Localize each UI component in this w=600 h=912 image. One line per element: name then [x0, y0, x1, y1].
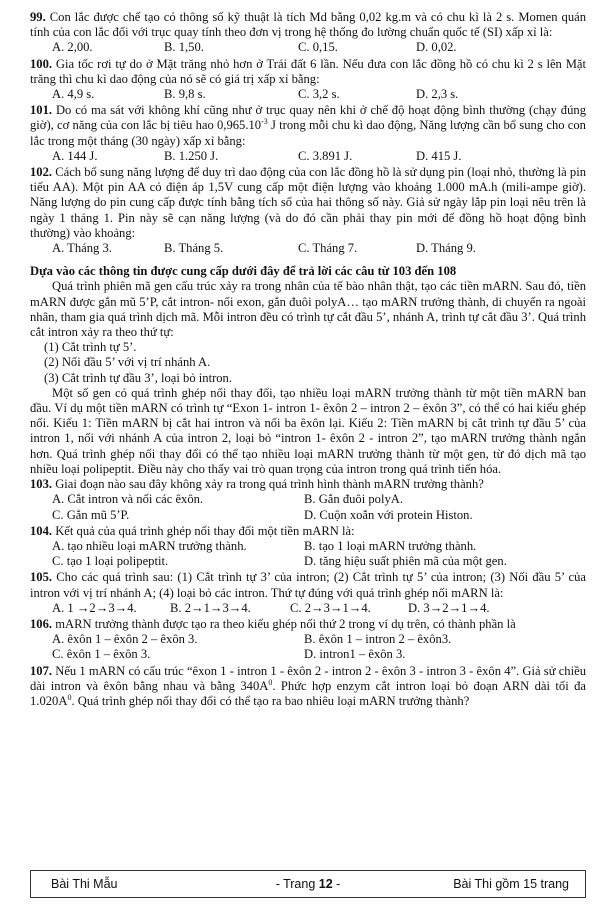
passage-step-3: (3) Cắt trình tự đầu 3’, loại bỏ intron. — [44, 370, 233, 385]
option-d[interactable]: D. 2,3 s. — [416, 87, 459, 102]
page-prefix: - Trang — [275, 877, 319, 891]
question-101-options — [30, 149, 586, 164]
question-text: Cho các quá trình sau: (1) Cắt trình tự 3’ của intron; (2) Cắt trình tự 5’ của intron; (3) Nối đầu 5’ của intron với vị trí nhánh A; (4) loại bỏ các intron. Thứ tự đúng với quá trình ghép nối mARN là: — [30, 570, 587, 600]
question-99 — [30, 10, 586, 56]
option-b[interactable]: B. 1.250 J. — [164, 148, 219, 163]
page-content — [30, 10, 586, 710]
question-number: 102. — [30, 165, 53, 180]
question-104-options — [30, 539, 586, 569]
option-a[interactable]: A. 4,9 s. — [52, 87, 95, 102]
option-d[interactable]: D. tăng hiệu suất phiên mã của một gen. — [304, 554, 507, 569]
question-106-stem — [30, 617, 586, 632]
option-d[interactable]: D. Cuộn xoắn với protein Histon. — [304, 507, 473, 522]
passage-paragraph-1: Quá trình phiên mã gen cấu trúc xảy ra trong nhân của tế bào nhân thật, tạo các tiền mARN. Sau đó, tiền mARN được gắn mũ 5’P, cắt intron- nối exon, gắn đuôi polyA… tạo mARN trưởng thành, di chuyển ra ngoài nhân, tham gia quá trình dịch mã. Mỗi intron đều có trình tự cắt đầu 5’, nhánh A, trình tự cắt đầu 3’. Quá trình cắt intron xảy ra theo thứ tự: — [30, 279, 586, 340]
question-103-options — [30, 492, 586, 522]
question-101 — [30, 103, 586, 164]
question-105 — [30, 570, 586, 616]
question-99-options — [30, 40, 586, 55]
option-c[interactable]: C. 2→3→1→4. — [290, 600, 371, 615]
question-102 — [30, 165, 586, 256]
option-b[interactable]: B. 2→1→3→4. — [170, 600, 251, 615]
passage-title: Dựa vào các thông tin được cung cấp dưới đây để trả lời các câu từ 103 đến 108 — [30, 264, 457, 279]
exponent: -3 — [261, 117, 268, 127]
option-a[interactable]: A. 2,00. — [52, 40, 93, 55]
question-100-stem — [30, 57, 586, 87]
question-text: Cách bổ sung năng lượng để duy trì dao động của con lắc đồng hồ là sử dụng pin (loại nhỏ, thường là pin tiểu AA). Một pin AA có điện áp 1,5V cung cấp một điện lượng vào khoảng 1.000 mA.h (mili-ampe giờ). Năng lượng do pin cung cấp được tính bằng tích số của hai thông số này. Giả sử ngày lắp pin loại nêu trên là ngày 1 tháng 1. Pin này sẽ cạn năng lượng (và do đó cần phải thay pin mới để đồng hồ hoạt động bình thường) vào khoảng: — [30, 165, 586, 240]
question-number: 103. — [30, 477, 53, 492]
question-number: 107. — [30, 663, 53, 678]
question-text: Gia tốc rơi tự do ở Mặt trăng nhỏ hơn ở Trái đất 6 lần. Nếu đưa con lắc đồng hồ có chu kì 2 s lên Mặt trăng thì chu kì dao động của nó sẽ có giá trị xấp xỉ bằng: — [30, 56, 586, 86]
question-104 — [30, 524, 586, 570]
option-c[interactable]: C. 3.891 J. — [298, 148, 353, 163]
question-106 — [30, 617, 586, 663]
question-text: Con lắc được chế tạo có thông số kỹ thuật là tích Md bằng 0,02 kg.m và có chu kì là 2 s. Momen quán tính của con lắc đối với trục quay tính theo đơn vị trong hệ thống đo lường chuẩn quốc tế (SI) xấp xỉ là: — [30, 10, 587, 40]
option-c[interactable]: C. êxôn 1 – êxôn 3. — [52, 647, 151, 662]
question-number: 104. — [30, 523, 53, 538]
page-footer — [30, 870, 586, 898]
question-105-stem — [30, 570, 586, 600]
question-number: 105. — [30, 570, 53, 585]
option-c[interactable]: C. 0,15. — [298, 40, 338, 55]
option-c[interactable]: C. tạo 1 loại polipeptit. — [52, 554, 169, 569]
footer-left: Bài Thi Mẫu — [51, 877, 118, 891]
question-104-stem — [30, 524, 586, 539]
question-105-options — [30, 601, 586, 616]
question-99-stem — [30, 10, 586, 40]
question-text: Kết quả của quá trình ghép nối thay đổi một tiền mARN là: — [55, 523, 355, 538]
page-number: 12 — [318, 877, 333, 891]
question-text: Do có ma sát với không khí cũng như ở trục quay nên khi ở chế độ hoạt động bình thường (chạy đúng giờ), cơ năng của con lắc bị tiêu hao 0,965.10 — [30, 103, 586, 133]
option-b[interactable]: B. Tháng 5. — [164, 241, 224, 256]
question-text-continued: . Phức hợp enzym cắt intron loại bỏ đoạn ARN dài tối đa 1.020A — [30, 678, 586, 708]
question-100 — [30, 57, 586, 103]
option-a[interactable]: A. Tháng 3. — [52, 241, 112, 256]
question-number: 101. — [30, 103, 53, 118]
option-a[interactable]: A. 144 J. — [52, 148, 98, 163]
option-b[interactable]: B. 1,50. — [164, 40, 204, 55]
option-d[interactable]: D. 3→2→1→4. — [408, 600, 490, 615]
question-text: Giai đoạn nào sau đây không xảy ra trong quá trình hình thành mARN trưởng thành? — [55, 477, 484, 492]
option-d[interactable]: D. Tháng 9. — [416, 241, 476, 256]
page-suffix: - — [332, 877, 341, 891]
superscript: 0 — [268, 677, 273, 687]
option-d[interactable]: D. 0,02. — [416, 40, 457, 55]
option-d[interactable]: D. intron1 – êxôn 3. — [304, 647, 406, 662]
passage-step-2: (2) Nối đầu 5’ với vị trí nhánh A. — [44, 355, 211, 370]
option-a[interactable]: A. tạo nhiều loại mARN trưởng thành. — [52, 538, 247, 553]
option-a[interactable]: A. êxôn 1 – êxôn 2 – êxôn 3. — [52, 632, 198, 647]
option-a[interactable]: A. 1 →2→3→4. — [52, 600, 137, 615]
question-number: 106. — [30, 616, 53, 631]
option-c[interactable]: C. Tháng 7. — [298, 241, 358, 256]
question-text: Nếu 1 mARN có cấu trúc “êxon 1 - intron 1 - êxôn 2 - intron 2 - êxôn 3 - intron 3 - êxôn 4”. Giả sử chiều dài intron và êxôn bằng nhau và bằng 340A — [30, 663, 586, 693]
question-103 — [30, 477, 586, 523]
question-text: mARN trưởng thành được tạo ra theo kiểu ghép nối thứ 2 trong ví dụ trên, có thành phần là — [55, 616, 516, 631]
option-a[interactable]: A. Cắt intron và nối các êxôn. — [52, 492, 204, 507]
question-107-stem — [30, 664, 586, 710]
option-d[interactable]: D. 415 J. — [416, 148, 462, 163]
question-number: 100. — [30, 56, 53, 71]
question-101-stem — [30, 103, 586, 149]
question-107 — [30, 664, 586, 710]
question-100-options — [30, 87, 586, 102]
superscript: 0 — [67, 692, 72, 702]
question-106-options — [30, 632, 586, 662]
option-b[interactable]: B. tạo 1 loại mARN trưởng thành. — [304, 538, 477, 553]
option-c[interactable]: C. Gắn mũ 5’P. — [52, 507, 130, 522]
option-b[interactable]: B. Gắn đuôi polyA. — [304, 492, 403, 507]
question-text-end: . Quá trình ghép nối thay đổi có thể tạo ra bao nhiêu loại mARN trưởng thành? — [71, 693, 470, 708]
passage-paragraph-2: Một số gen có quá trình ghép nối thay đổi, tạo nhiều loại mARN trưởng thành từ một tiền mARN ban đầu. Ví dụ một tiền mARN có trình tự “Exon 1- intron 1- êxôn 2 – intron 2 – êxôn 3”, có thể có hai kiểu ghép nối. Kiểu 1: Tiền mARN bị cắt hai intron và nối ba êxôn lại. Kiểu 2: Tiền mARN bị cắt trình tự đầu 5’ của intron 1, nối với nhánh A của intron 2, loại bỏ “intron 1- êxôn 2 - intron 2”, tạo mARN trưởng thành ngắn hơn. Quá trình ghép nối thay đổi có thể tạo nhiều loại mARN trưởng thành từ một gen, từ đó dịch mã tạo nhiều loại polipeptit. Điều này cho thấy vai trò quan trọng của intron trong quá trình tiến hóa. — [30, 385, 586, 476]
footer-right: Bài Thi gồm 15 trang — [453, 877, 569, 891]
question-102-options — [30, 241, 586, 256]
passage-step-1: (1) Cắt trình tự 5’. — [44, 340, 137, 355]
option-b[interactable]: B. 9,8 s. — [164, 87, 206, 102]
option-c[interactable]: C. 3,2 s. — [298, 87, 340, 102]
question-text-continued: J trong mỗi chu kì dao động, Năng lượng cần bổ sung cho con lắc trong một tháng (30 ngày) xấp xỉ bằng: — [30, 118, 586, 148]
option-b[interactable]: B. êxôn 1 – intron 2 – êxôn3. — [304, 632, 452, 647]
question-103-stem — [30, 477, 586, 492]
question-102-stem — [30, 165, 586, 241]
question-number: 99. — [30, 10, 46, 24]
